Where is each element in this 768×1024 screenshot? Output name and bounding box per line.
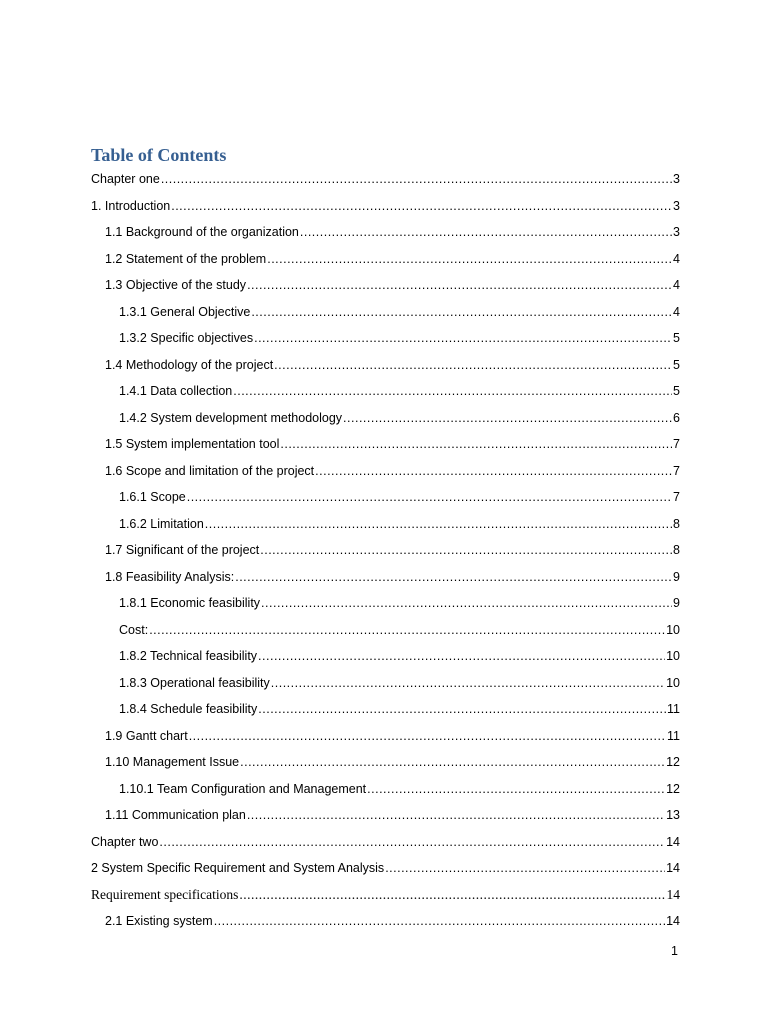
toc-entry-text: 1.8.1 Economic feasibility bbox=[119, 596, 261, 610]
toc-dot-leader bbox=[258, 696, 666, 723]
toc-dot-leader bbox=[343, 405, 672, 432]
toc-entry[interactable] bbox=[91, 802, 680, 829]
toc-entry[interactable] bbox=[91, 299, 680, 326]
toc-entry[interactable] bbox=[91, 219, 680, 246]
toc-entry-page: 10 bbox=[666, 649, 680, 663]
toc-entry[interactable] bbox=[91, 776, 680, 803]
toc-entry-text: 1.10.1 Team Configuration and Management bbox=[119, 781, 367, 796]
toc-entry-text: 1.5 System implementation tool bbox=[105, 437, 280, 451]
toc-entry[interactable] bbox=[91, 643, 680, 670]
toc-entry[interactable] bbox=[91, 431, 680, 458]
toc-entry[interactable] bbox=[91, 352, 680, 379]
toc-entry-text: 1.1 Background of the organization bbox=[105, 225, 299, 239]
toc-entry-text: 1.4.1 Data collection bbox=[119, 384, 233, 398]
toc-entry-page: 5 bbox=[673, 384, 680, 398]
toc-entry-page: 3 bbox=[673, 225, 680, 239]
toc-entry-page: 8 bbox=[673, 543, 680, 557]
toc-entry[interactable] bbox=[91, 617, 680, 644]
toc-entry[interactable] bbox=[91, 855, 680, 882]
toc-entry-page: 9 bbox=[673, 569, 680, 584]
toc-dot-leader bbox=[261, 590, 672, 617]
toc-entry-text: 1.3 Objective of the study bbox=[105, 278, 247, 292]
toc-dot-leader bbox=[385, 855, 665, 882]
toc-entry-text: 1.10 Management Issue bbox=[105, 755, 240, 769]
toc-entry-text: 1.8.4 Schedule feasibility bbox=[119, 702, 258, 716]
toc-entry-page: 11 bbox=[667, 728, 680, 743]
toc-entry[interactable] bbox=[91, 193, 680, 220]
toc-entry[interactable] bbox=[91, 405, 680, 432]
toc-dot-leader bbox=[254, 325, 672, 352]
toc-entry[interactable] bbox=[91, 882, 680, 909]
toc-entry-text: 1.11 Communication plan bbox=[105, 808, 246, 822]
toc-entry-text: 1.6.1 Scope bbox=[119, 490, 186, 504]
toc-entry-text: 1.2 Statement of the problem bbox=[105, 251, 267, 266]
toc-dot-leader bbox=[189, 723, 666, 750]
toc-entry[interactable] bbox=[91, 511, 680, 538]
toc-entry[interactable] bbox=[91, 537, 680, 564]
toc-entry-page: 10 bbox=[666, 675, 680, 690]
toc-entry[interactable] bbox=[91, 829, 680, 856]
toc-dot-leader bbox=[214, 908, 665, 935]
toc-entry[interactable] bbox=[91, 908, 680, 935]
toc-list bbox=[91, 166, 680, 935]
toc-entry[interactable] bbox=[91, 458, 680, 485]
toc-entry-text: Chapter two bbox=[91, 834, 159, 849]
toc-entry-page: 12 bbox=[666, 781, 680, 796]
toc-entry-page: 14 bbox=[666, 861, 680, 875]
toc-dot-leader bbox=[240, 749, 665, 776]
toc-dot-leader bbox=[187, 484, 672, 511]
toc-entry-page: 3 bbox=[673, 198, 680, 213]
toc-entry-text: Cost: bbox=[119, 622, 149, 637]
toc-entry-page: 10 bbox=[666, 622, 680, 637]
toc-entry[interactable] bbox=[91, 166, 680, 193]
toc-entry[interactable] bbox=[91, 378, 680, 405]
toc-entry[interactable] bbox=[91, 749, 680, 776]
toc-entry-text: Chapter one bbox=[91, 172, 160, 186]
toc-entry-page: 6 bbox=[673, 410, 680, 425]
toc-dot-leader bbox=[247, 802, 665, 829]
toc-dot-leader bbox=[274, 352, 672, 379]
toc-entry[interactable] bbox=[91, 564, 680, 591]
toc-entry-page: 11 bbox=[667, 702, 680, 716]
toc-entry[interactable] bbox=[91, 325, 680, 352]
toc-entry-text: 1.3.1 General Objective bbox=[119, 304, 251, 319]
toc-entry-page: 14 bbox=[666, 834, 680, 849]
toc-entry[interactable] bbox=[91, 484, 680, 511]
toc-entry[interactable] bbox=[91, 272, 680, 299]
toc-entry-text: 1.8.2 Technical feasibility bbox=[119, 649, 258, 663]
toc-entry-page: 7 bbox=[673, 463, 680, 478]
toc-entry-text: 1.7 Significant of the project bbox=[105, 543, 260, 557]
toc-entry-page: 5 bbox=[673, 357, 680, 372]
toc-entry-page: 4 bbox=[673, 278, 680, 292]
toc-dot-leader bbox=[149, 617, 665, 644]
toc-entry-page: 3 bbox=[673, 172, 680, 186]
toc-entry[interactable] bbox=[91, 590, 680, 617]
toc-entry[interactable] bbox=[91, 246, 680, 273]
toc-dot-leader bbox=[161, 166, 672, 193]
toc-title: Table of Contents bbox=[91, 145, 227, 165]
toc-entry-text: Requirement specifications bbox=[91, 886, 239, 902]
toc-entry-text: 1.4.2 System development methodology bbox=[119, 410, 343, 425]
toc-dot-leader bbox=[239, 882, 665, 909]
toc-entry-page: 8 bbox=[673, 516, 680, 531]
toc-entry-text: 1.8.3 Operational feasibility bbox=[119, 675, 270, 690]
toc-dot-leader bbox=[159, 829, 665, 856]
toc-entry-text: 1.6.2 Limitation bbox=[119, 516, 204, 531]
toc-entry-page: 14 bbox=[666, 886, 680, 902]
toc-entry-page: 5 bbox=[673, 331, 680, 345]
toc-entry-text: 2.1 Existing system bbox=[105, 914, 213, 928]
toc-dot-leader bbox=[315, 458, 672, 485]
toc-entry-page: 14 bbox=[666, 914, 680, 928]
toc-entry-text: 1.9 Gantt chart bbox=[105, 728, 188, 743]
toc-dot-leader bbox=[300, 219, 672, 246]
page-number: 1 bbox=[671, 944, 678, 958]
toc-dot-leader bbox=[367, 776, 665, 803]
toc-entry[interactable] bbox=[91, 696, 680, 723]
toc-dot-leader bbox=[247, 272, 672, 299]
toc-entry-page: 12 bbox=[666, 755, 680, 769]
toc-entry-page: 7 bbox=[673, 490, 680, 504]
toc-dot-leader bbox=[235, 564, 672, 591]
toc-entry-page: 4 bbox=[673, 251, 680, 266]
toc-entry-text: 2 System Specific Requirement and System Analysis bbox=[91, 861, 385, 875]
toc-dot-leader bbox=[260, 537, 672, 564]
toc-entry-text: 1.4 Methodology of the project bbox=[105, 357, 274, 372]
toc-entry[interactable] bbox=[91, 670, 680, 697]
toc-entry-page: 13 bbox=[666, 808, 680, 822]
toc-entry[interactable] bbox=[91, 723, 680, 750]
toc-entry-page: 7 bbox=[673, 437, 680, 451]
toc-dot-leader bbox=[251, 299, 672, 326]
toc-dot-leader bbox=[271, 670, 665, 697]
toc-entry-page: 4 bbox=[673, 304, 680, 319]
toc-dot-leader bbox=[258, 643, 665, 670]
toc-dot-leader bbox=[267, 246, 672, 273]
toc-entry-page: 9 bbox=[673, 596, 680, 610]
toc-dot-leader bbox=[280, 431, 672, 458]
toc-dot-leader bbox=[171, 193, 672, 220]
toc-dot-leader bbox=[233, 378, 672, 405]
toc-entry-text: 1. Introduction bbox=[91, 198, 171, 213]
toc-dot-leader bbox=[205, 511, 672, 538]
toc-entry-text: 1.8 Feasibility Analysis: bbox=[105, 569, 235, 584]
toc-entry-text: 1.6 Scope and limitation of the project bbox=[105, 463, 315, 478]
toc-entry-text: 1.3.2 Specific objectives bbox=[119, 331, 254, 345]
